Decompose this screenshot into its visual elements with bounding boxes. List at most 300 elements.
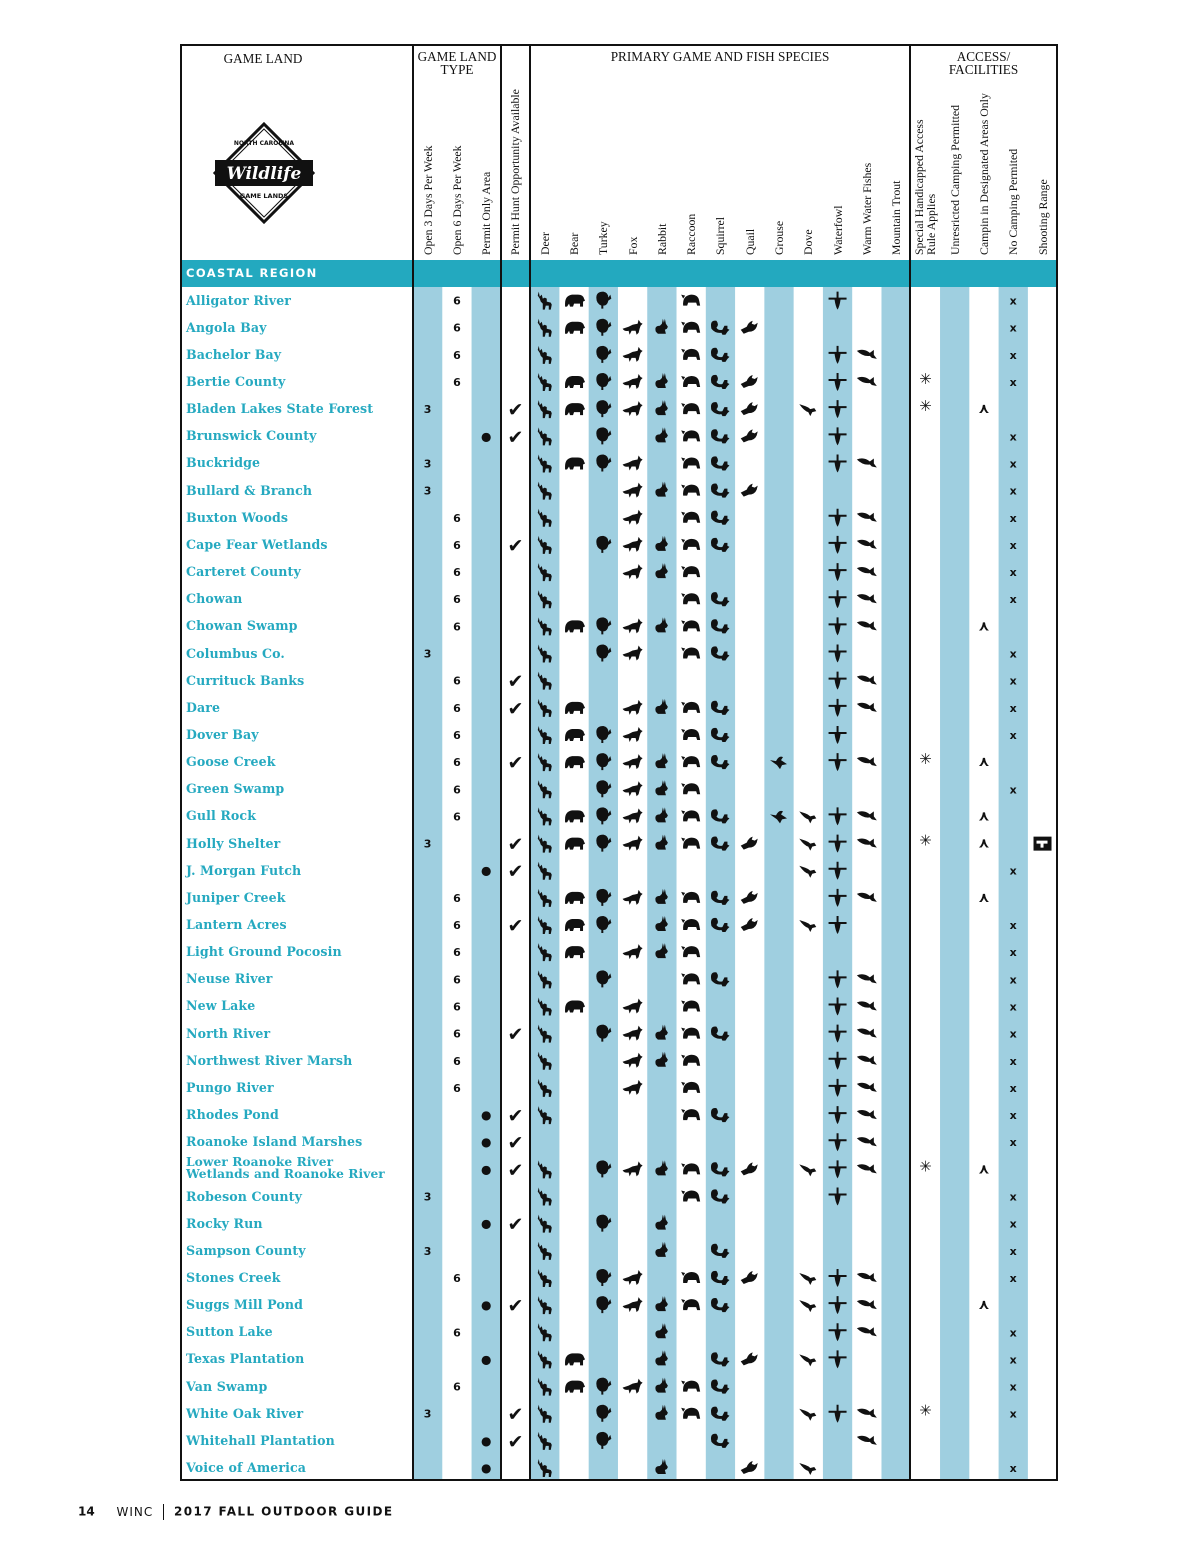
cell-open3: 3	[423, 837, 432, 851]
game-land-name: Northwest River Marsh	[186, 1052, 353, 1068]
cell-quail-icon	[741, 402, 758, 415]
cell-open3: 3	[423, 1407, 432, 1421]
game-land-name: Neuse River	[186, 971, 273, 987]
cell-bear-icon	[565, 620, 585, 632]
cell-no_camp: x	[1009, 1000, 1017, 1014]
cell-no_camp: x	[1009, 566, 1017, 580]
publication-name: WINC	[116, 1504, 154, 1519]
cell-no_camp: x	[1009, 783, 1017, 797]
cell-no_camp: x	[1009, 1136, 1017, 1150]
cell-open6: 6	[453, 1326, 461, 1340]
cell-no_camp: x	[1009, 1217, 1017, 1231]
cell-fox-icon	[623, 808, 643, 823]
cell-raccoon-icon	[681, 1299, 700, 1310]
game-land-name: Lantern Acres	[186, 917, 287, 933]
cell-raccoon-icon	[681, 593, 700, 604]
cell-warmwater-icon	[857, 1436, 877, 1445]
column-label-squirrel: Squirrel	[713, 216, 728, 255]
logo-top-text: NORTH CAROLINA	[233, 140, 295, 147]
access-header-line1: ACCESS/	[956, 49, 1011, 64]
cell-raccoon-icon	[681, 892, 700, 903]
cell-dove-icon	[799, 1409, 816, 1421]
cell-no_camp: x	[1009, 1027, 1017, 1041]
cell-bear-icon	[565, 810, 585, 822]
cell-warmwater-icon	[857, 676, 877, 685]
cell-no_camp: x	[1009, 728, 1017, 742]
game-land-name: New Lake	[186, 998, 256, 1014]
cell-raccoon-icon	[681, 648, 700, 659]
cell-open6: 6	[453, 376, 461, 390]
column-label-camp_unres: Unresricted Camping Permitted	[947, 104, 962, 255]
page-number: 14	[78, 1504, 95, 1519]
cell-warmwater-icon	[857, 594, 877, 603]
game-land-type-header-line2: TYPE	[440, 62, 474, 77]
cell-quail-icon	[741, 484, 758, 497]
cell-warmwater-icon	[857, 838, 877, 847]
cell-open6: 6	[453, 511, 461, 525]
cell-camp_desig: ⋏	[978, 401, 990, 418]
cell-permit_hunt: ✔	[507, 833, 524, 856]
cell-no_camp: x	[1009, 457, 1017, 471]
cell-bear-icon	[565, 838, 585, 850]
cell-no_camp: x	[1009, 1244, 1017, 1258]
cell-fox-icon	[623, 646, 643, 661]
cell-raccoon-icon	[681, 810, 700, 821]
cell-raccoon-icon	[681, 1082, 700, 1093]
column-label-open3: Open 3 Days Per Week	[420, 145, 435, 255]
cell-open6: 6	[453, 674, 461, 688]
cell-open6: 6	[453, 756, 461, 770]
cell-warmwater-icon	[857, 567, 877, 576]
column-label-open6: Open 6 Days Per Week	[449, 145, 464, 255]
cell-quail-icon	[741, 918, 758, 931]
column-label-waterfowl: Waterfowl	[830, 205, 845, 255]
cell-raccoon-icon	[681, 322, 700, 333]
cell-handicap: ✳	[919, 750, 932, 769]
cell-warmwater-icon	[857, 377, 877, 386]
cell-permit_hunt: ✔	[507, 752, 524, 775]
game-land-name: Bertie County	[186, 374, 286, 390]
cell-warmwater-icon	[857, 1273, 877, 1282]
game-land-name: Sutton Lake	[186, 1324, 273, 1340]
cell-warmwater-icon	[857, 458, 877, 467]
cell-bear-icon	[565, 403, 585, 415]
cell-open3: 3	[423, 647, 432, 661]
cell-raccoon-icon	[681, 457, 700, 468]
column-label-bear: Bear	[567, 232, 582, 255]
cell-bear-icon	[565, 1381, 585, 1393]
cell-dove-icon	[799, 1354, 816, 1366]
cell-fox-icon	[623, 1297, 643, 1312]
cell-permit_hunt: ✔	[507, 1213, 524, 1236]
cell-open6: 6	[453, 973, 461, 987]
cell-warmwater-icon	[857, 1083, 877, 1092]
column-label-deer: Deer	[537, 232, 552, 255]
cell-bear-icon	[565, 756, 585, 768]
cell-no_camp: x	[1009, 321, 1017, 335]
cell-quail-icon	[741, 837, 758, 850]
cell-warmwater-icon	[857, 1137, 877, 1146]
game-land-name: Dare	[186, 699, 221, 715]
cell-raccoon-icon	[681, 295, 700, 306]
column-stripe-camp_unres	[940, 287, 969, 1481]
footer-divider	[163, 1504, 164, 1520]
column-label-trout: Mountain Trout	[889, 180, 904, 255]
cell-quail-icon	[741, 375, 758, 388]
game-land-name	[186, 1157, 385, 1180]
game-land-name: Chowan	[186, 591, 243, 607]
column-label-handicap-2: Rule Applies	[924, 193, 939, 255]
cell-raccoon-icon	[681, 1109, 700, 1120]
game-land-name: Rocky Run	[186, 1215, 263, 1231]
game-land-name: Cape Fear Wetlands	[186, 536, 328, 552]
cell-handicap: ✳	[919, 397, 932, 416]
cell-permit_hunt: ✔	[507, 1132, 524, 1155]
cell-no_camp: x	[1009, 1462, 1017, 1476]
cell-fox-icon	[623, 836, 643, 851]
cell-dove-icon	[799, 1164, 816, 1176]
cell-no_camp: x	[1009, 430, 1017, 444]
cell-permit_hunt: ✔	[507, 534, 524, 557]
cell-bear-icon	[565, 376, 585, 388]
cell-raccoon-icon	[681, 702, 700, 713]
cell-fox-icon	[623, 564, 643, 579]
cell-fox-icon	[623, 998, 643, 1013]
column-label-handicap-1: Special Handicapped Access	[912, 119, 927, 255]
cell-no_camp: x	[1009, 1380, 1017, 1394]
cell-camp_desig: ⋏	[978, 835, 990, 852]
cell-raccoon-icon	[681, 919, 700, 930]
cell-fox-icon	[623, 1080, 643, 1095]
game-land-type-header-line1: GAME LAND	[417, 49, 497, 64]
publication-title: 2017 FALL OUTDOOR GUIDE	[173, 1504, 394, 1519]
cell-open6: 6	[453, 294, 461, 308]
cell-camp_desig: ⋏	[978, 889, 990, 906]
cell-quail-icon	[741, 891, 758, 904]
cell-warmwater-icon	[857, 811, 877, 820]
cell-fox-icon	[623, 754, 643, 769]
cell-raccoon-icon	[681, 1000, 700, 1011]
cell-raccoon-icon	[681, 973, 700, 984]
cell-fox-icon	[623, 510, 643, 525]
cell-permit_hunt: ✔	[507, 426, 524, 449]
cell-quail-icon	[741, 1271, 758, 1284]
cell-raccoon-icon	[681, 539, 700, 550]
cell-warmwater-icon	[857, 540, 877, 549]
cell-permit_only: ●	[480, 863, 492, 878]
cell-open6: 6	[453, 566, 461, 580]
cell-bear-icon	[565, 946, 585, 958]
cell-dove-icon	[799, 839, 816, 851]
cell-fox-icon	[623, 401, 643, 416]
cell-no_camp: x	[1009, 538, 1017, 552]
cell-fox-icon	[623, 890, 643, 905]
game-land-name: Van Swamp	[186, 1378, 268, 1394]
cell-bear-icon	[565, 322, 585, 334]
cell-raccoon-icon	[681, 783, 700, 794]
column-label-raccoon: Raccoon	[684, 213, 699, 255]
cell-permit_only: ●	[480, 429, 492, 444]
cell-warmwater-icon	[857, 893, 877, 902]
game-land-name: Robeson County	[186, 1188, 302, 1204]
cell-open6: 6	[453, 919, 461, 933]
game-land-name: Alligator River	[186, 292, 292, 308]
cell-no_camp: x	[1009, 348, 1017, 362]
game-land-name: Brunswick County	[186, 428, 317, 444]
cell-permit_hunt: ✔	[507, 1430, 524, 1453]
cell-permit_hunt: ✔	[507, 399, 524, 422]
cell-permit_hunt: ✔	[507, 915, 524, 938]
cell-raccoon-icon	[681, 376, 700, 387]
cell-dove-icon	[799, 1463, 816, 1475]
cell-open6: 6	[453, 538, 461, 552]
column-label-rabbit: Rabbit	[654, 223, 669, 255]
cell-no_camp: x	[1009, 511, 1017, 525]
cell-no_camp: x	[1009, 919, 1017, 933]
cell-quail-icon	[741, 1352, 758, 1365]
cell-fox-icon	[623, 1053, 643, 1068]
game-land-name: Roanoke Island Marshes	[186, 1134, 363, 1150]
cell-fox-icon	[623, 320, 643, 335]
game-land-name: Buckridge	[186, 455, 261, 471]
cell-permit_hunt: ✔	[507, 670, 524, 693]
column-label-permit_hunt: Permit Hunt Opportunity Available	[508, 89, 523, 255]
cell-warmwater-icon	[857, 703, 877, 712]
cell-open6: 6	[453, 348, 461, 362]
cell-warmwater-icon	[857, 621, 877, 630]
cell-fox-icon	[623, 781, 643, 796]
cell-bear-icon	[565, 729, 585, 741]
column-label-warmwater: Warm Water Fishes	[859, 162, 874, 255]
access-header-line2: FACILITIES	[948, 62, 1019, 77]
cell-fox-icon	[623, 374, 643, 389]
logo-bottom-text: GAME LANDS	[239, 192, 289, 200]
cell-warmwater-icon	[857, 757, 877, 766]
cell-no_camp: x	[1009, 376, 1017, 390]
cell-fox-icon	[623, 455, 643, 470]
cell-open6: 6	[453, 891, 461, 905]
cell-permit_only: ●	[480, 1298, 492, 1313]
column-label-range: Shooting Range	[1035, 179, 1050, 255]
cell-fox-icon	[623, 347, 643, 362]
cell-fox-icon	[623, 537, 643, 552]
cell-dove-icon	[799, 920, 816, 932]
game-land-name: Suggs Mill Pond	[186, 1297, 304, 1313]
game-land-name: Light Ground Pocosin	[186, 944, 342, 960]
game-land-name: J. Morgan Futch	[186, 862, 302, 878]
cell-warmwater-icon	[857, 1056, 877, 1065]
cell-open3: 3	[423, 1244, 432, 1258]
cell-warmwater-icon	[857, 974, 877, 983]
region-label: COASTAL REGION	[186, 266, 318, 280]
cell-warmwater-icon	[857, 1001, 877, 1010]
cell-raccoon-icon	[681, 1381, 700, 1392]
game-land-name: Bladen Lakes State Forest	[186, 401, 374, 417]
cell-bear-icon	[565, 892, 585, 904]
cell-raccoon-icon	[681, 1272, 700, 1283]
game-land-name: Pungo River	[186, 1079, 274, 1095]
cell-bear-icon	[565, 457, 585, 469]
column-label-turkey: Turkey	[596, 221, 611, 255]
game-land-name: Carteret County	[186, 564, 301, 580]
cell-quail-icon	[741, 321, 758, 334]
cell-no_camp: x	[1009, 1326, 1017, 1340]
game-land-name: Texas Plantation	[186, 1351, 305, 1367]
cell-open6: 6	[453, 1000, 461, 1014]
cell-fox-icon	[623, 1379, 643, 1394]
cell-bear-icon	[565, 919, 585, 931]
cell-open6: 6	[453, 1054, 461, 1068]
cell-raccoon-icon	[681, 430, 700, 441]
column-label-camp_desig: Campin in Designated Areas Only	[976, 93, 991, 255]
game-land-name: Angola Bay	[186, 319, 267, 335]
cell-no_camp: x	[1009, 973, 1017, 987]
column-label-no_camp: No Camping Permited	[1006, 148, 1021, 255]
cell-quail-icon	[741, 1162, 758, 1175]
cell-fox-icon	[623, 1161, 643, 1176]
cell-no_camp: x	[1009, 674, 1017, 688]
cell-warmwater-icon	[857, 1110, 877, 1119]
cell-open6: 6	[453, 701, 461, 715]
cell-open6: 6	[453, 1380, 461, 1394]
cell-warmwater-icon	[857, 1164, 877, 1173]
game-land-name: Bachelor Bay	[186, 346, 282, 362]
cell-permit_hunt: ✔	[507, 860, 524, 883]
cell-permit_only: ●	[480, 1216, 492, 1231]
cell-bear-icon	[565, 1353, 585, 1365]
cell-permit_hunt: ✔	[507, 697, 524, 720]
cell-camp_desig: ⋏	[978, 808, 990, 825]
game-land-name: Rhodes Pond	[186, 1107, 279, 1123]
cell-no_camp: x	[1009, 1109, 1017, 1123]
cell-fox-icon	[623, 1026, 643, 1041]
cell-raccoon-icon	[681, 566, 700, 577]
cell-fox-icon	[623, 1270, 643, 1285]
cell-no_camp: x	[1009, 484, 1017, 498]
cell-open3: 3	[423, 1190, 432, 1204]
cell-fox-icon	[623, 727, 643, 742]
cell-no_camp: x	[1009, 701, 1017, 715]
cell-no_camp: x	[1009, 864, 1017, 878]
cell-raccoon-icon	[681, 403, 700, 414]
page-footer	[78, 1504, 393, 1520]
cell-raccoon-icon	[681, 512, 700, 523]
cell-handicap: ✳	[919, 831, 932, 850]
cell-permit_hunt: ✔	[507, 1023, 524, 1046]
game-land-name: Buxton Woods	[186, 509, 289, 525]
cell-dove-icon	[799, 866, 816, 878]
cell-warmwater-icon	[857, 350, 877, 359]
cell-open6: 6	[453, 1271, 461, 1285]
game-land-name: Green Swamp	[186, 781, 285, 797]
cell-open6: 6	[453, 946, 461, 960]
cell-dove-icon	[799, 1273, 816, 1285]
game-land-name: Bullard & Branch	[186, 482, 313, 498]
game-land-name: Dover Bay	[186, 726, 259, 742]
cell-permit_hunt: ✔	[507, 1403, 524, 1426]
cell-no_camp: x	[1009, 647, 1017, 661]
cell-open6: 6	[453, 321, 461, 335]
cell-open6: 6	[453, 1081, 461, 1095]
cell-raccoon-icon	[681, 1163, 700, 1174]
cell-handicap: ✳	[919, 1401, 932, 1420]
cell-fox-icon	[623, 700, 643, 715]
cell-dove-icon	[799, 404, 816, 416]
cell-no_camp: x	[1009, 294, 1017, 308]
cell-raccoon-icon	[681, 485, 700, 496]
cell-open3: 3	[423, 403, 432, 417]
cell-open6: 6	[453, 620, 461, 634]
cell-no_camp: x	[1009, 593, 1017, 607]
cell-open3: 3	[423, 484, 432, 498]
cell-dove-icon	[799, 811, 816, 823]
cell-raccoon-icon	[681, 756, 700, 767]
cell-warmwater-icon	[857, 1029, 877, 1038]
cell-fox-icon	[623, 483, 643, 498]
cell-permit_hunt: ✔	[507, 1159, 524, 1182]
cell-permit_only: ●	[480, 1461, 492, 1476]
game-land-name: Juniper Creek	[186, 889, 286, 905]
game-land-name: Whitehall Plantation	[186, 1432, 335, 1448]
game-land-name: Goose Creek	[186, 754, 276, 770]
cell-no_camp: x	[1009, 1190, 1017, 1204]
cell-permit_only: ●	[480, 1108, 492, 1123]
cell-quail-icon	[741, 1461, 758, 1474]
cell-range-icon	[1034, 837, 1052, 851]
game-land-name: Gull Rock	[186, 808, 257, 824]
cell-warmwater-icon	[857, 1327, 877, 1336]
column-label-quail: Quail	[742, 228, 757, 255]
game-lands-table	[180, 44, 1058, 1481]
cell-permit_only: ●	[480, 1135, 492, 1150]
cell-raccoon-icon	[681, 1191, 700, 1202]
game-land-name: Voice of America	[186, 1460, 307, 1476]
game-land-name: North River	[186, 1025, 271, 1041]
cell-fox-icon	[623, 944, 643, 959]
cell-no_camp: x	[1009, 1271, 1017, 1285]
cell-open3: 3	[423, 457, 432, 471]
cell-open6: 6	[453, 1027, 461, 1041]
game-lands-table-graphic	[180, 44, 1058, 1481]
column-label-dove: Dove	[801, 229, 816, 255]
cell-handicap: ✳	[919, 1157, 932, 1176]
cell-raccoon-icon	[681, 1055, 700, 1066]
column-stripe-trout	[881, 287, 910, 1481]
cell-quail-icon	[741, 429, 758, 442]
cell-no_camp: x	[1009, 1407, 1017, 1421]
cell-no_camp: x	[1009, 1353, 1017, 1367]
species-header: PRIMARY GAME AND FISH SPECIES	[610, 49, 830, 64]
cell-no_camp: x	[1009, 1081, 1017, 1095]
game-land-name: Chowan Swamp	[186, 618, 298, 634]
game-land-name: White Oak River	[186, 1405, 304, 1421]
cell-bear-icon	[565, 1000, 585, 1012]
cell-raccoon-icon	[681, 838, 700, 849]
cell-no_camp: x	[1009, 946, 1017, 960]
game-land-name: Currituck Banks	[186, 672, 305, 688]
game-land-header: GAME LAND	[223, 51, 303, 66]
cell-permit_only: ●	[480, 1162, 492, 1177]
game-land-name: Holly Shelter	[186, 835, 281, 851]
cell-camp_desig: ⋏	[978, 618, 990, 635]
cell-warmwater-icon	[857, 513, 877, 522]
cell-open6: 6	[453, 728, 461, 742]
cell-open6: 6	[453, 810, 461, 824]
cell-bear-icon	[565, 702, 585, 714]
cell-raccoon-icon	[681, 729, 700, 740]
cell-raccoon-icon	[681, 620, 700, 631]
cell-permit_hunt: ✔	[507, 1295, 524, 1318]
